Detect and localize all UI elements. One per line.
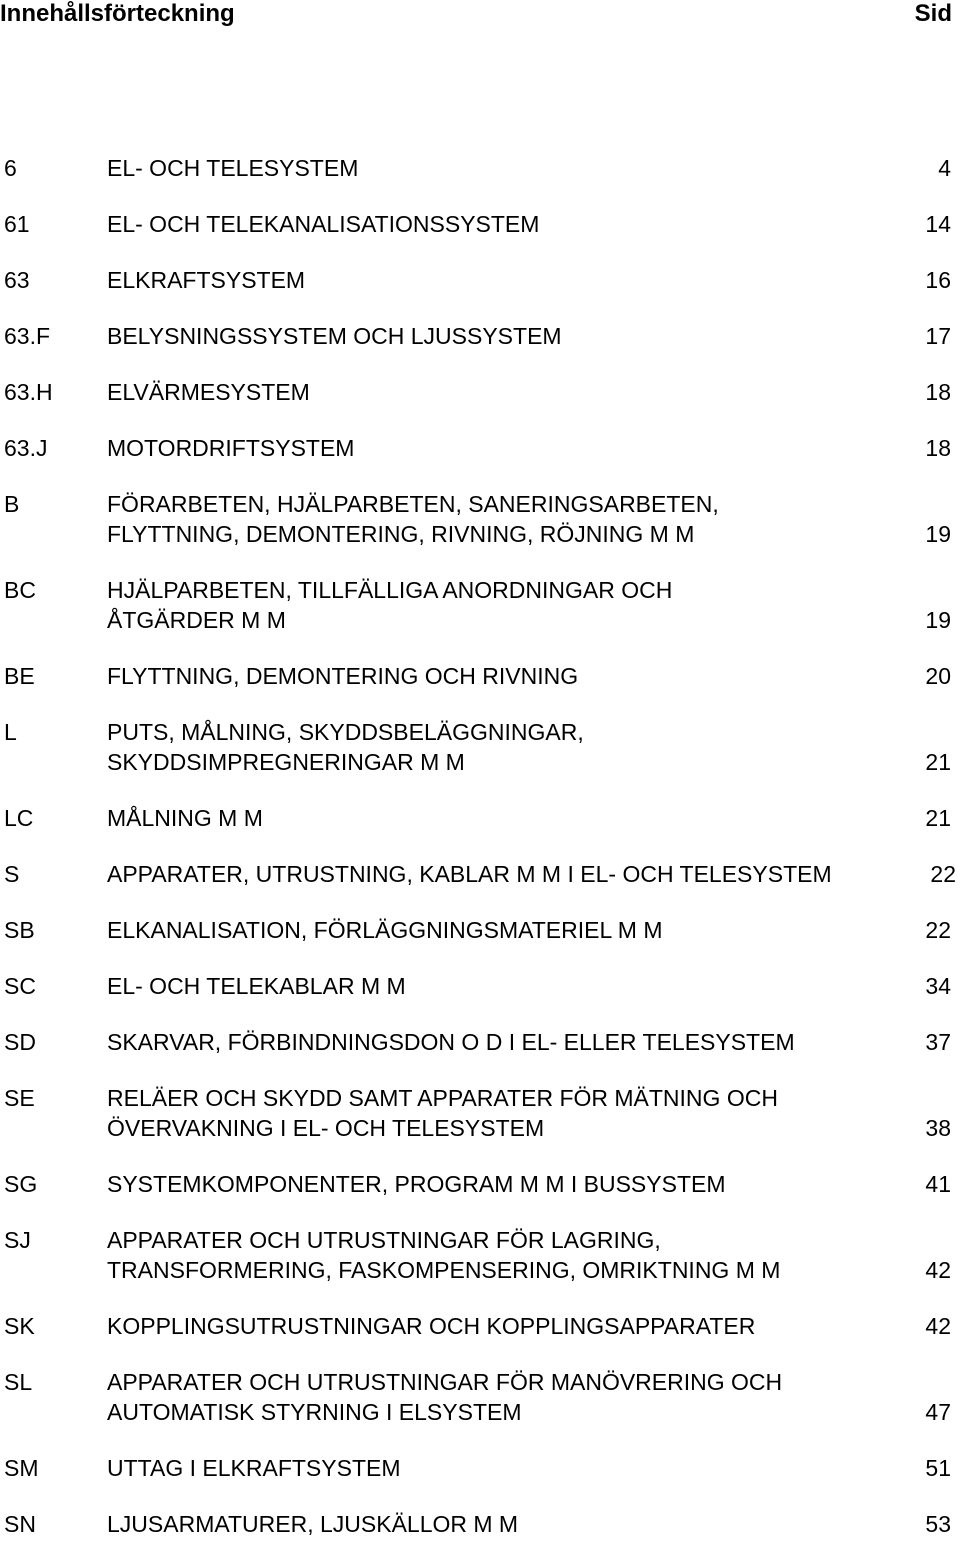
toc-entry-page-number: 17: [925, 323, 951, 349]
toc-entry-page-number: 51: [925, 1455, 951, 1481]
toc-entry-title: [107, 717, 958, 777]
toc-entry-title-line: ÖVERVAKNING I EL- OCH TELESYSTEM: [107, 1115, 545, 1141]
toc-entry-title-line: ELVÄRMESYSTEM: [107, 379, 310, 405]
toc-entry-code: B: [4, 491, 20, 517]
toc-entry-title-line: MOTORDRIFTSYSTEM: [107, 435, 355, 461]
toc-entry-code: 63.J: [4, 435, 48, 461]
toc-entry-title-line: APPARATER OCH UTRUSTNINGAR FÖR LAGRING,: [107, 1227, 661, 1253]
toc-entry-title: [107, 1169, 958, 1199]
toc-entry[interactable]: [0, 1169, 958, 1199]
toc-entry[interactable]: [0, 1225, 958, 1285]
toc-entry-title-line: TRANSFORMERING, FASKOMPENSERING, OMRIKTNING M M: [107, 1257, 781, 1283]
toc-entry-code: BE: [4, 663, 35, 689]
toc-entry[interactable]: [0, 153, 958, 183]
toc-entry-title-line: KOPPLINGSUTRUSTNINGAR OCH KOPPLINGSAPPARATER: [107, 1313, 756, 1339]
toc-entry-page-number: 42: [925, 1313, 951, 1339]
toc-entry-title-line: ELKANALISATION, FÖRLÄGGNINGSMATERIEL M M: [107, 917, 663, 943]
toc-entry[interactable]: [0, 433, 958, 463]
toc-entry[interactable]: [0, 1367, 958, 1427]
page-column-label: Sid: [914, 0, 952, 27]
toc-entry-title: [107, 433, 958, 463]
toc-entry-code: 63.F: [4, 323, 51, 349]
toc-entry-title-line: RELÄER OCH SKYDD SAMT APPARATER FÖR MÄTNING OCH: [107, 1085, 778, 1111]
toc-list: [0, 153, 958, 1565]
toc-entry[interactable]: [0, 1453, 958, 1483]
toc-entry-title-line: ÅTGÄRDER M M: [107, 607, 286, 633]
toc-entry-page-number: 34: [925, 973, 951, 999]
toc-entry-title: [107, 803, 958, 833]
toc-entry-title: [107, 859, 958, 889]
toc-entry-title-line: FÖRARBETEN, HJÄLPARBETEN, SANERINGSARBETEN,: [107, 491, 719, 517]
toc-entry-title: [107, 1509, 958, 1539]
toc-entry[interactable]: [0, 915, 958, 945]
toc-entry[interactable]: [0, 209, 958, 239]
toc-entry-title-line: FLYTTNING, DEMONTERING, RIVNING, RÖJNING M M: [107, 521, 695, 547]
toc-entry-code: SJ: [4, 1227, 31, 1253]
toc-entry-title: [107, 661, 958, 691]
toc-entry-page-number: 20: [925, 663, 951, 689]
toc-entry-title: [107, 1311, 958, 1341]
toc-entry-title-line: LJUSARMATURER, LJUSKÄLLOR M M: [107, 1511, 519, 1537]
toc-entry-title: [107, 1225, 958, 1285]
toc-entry-page-number: 41: [925, 1171, 951, 1197]
toc-entry[interactable]: [0, 489, 958, 549]
toc-entry-title-line: APPARATER OCH UTRUSTNINGAR FÖR MANÖVRERING OCH: [107, 1369, 783, 1395]
toc-entry-title-line: SYSTEMKOMPONENTER, PROGRAM M M I BUSSYSTEM: [107, 1171, 726, 1197]
toc-entry-page-number: 14: [925, 211, 951, 237]
toc-entry-title: [107, 265, 958, 295]
toc-entry-code: SN: [4, 1511, 36, 1537]
toc-entry-title: [107, 1083, 958, 1143]
toc-entry-title: [107, 209, 958, 239]
toc-entry-title: [107, 321, 958, 351]
toc-entry-page-number: 18: [925, 379, 951, 405]
toc-entry[interactable]: [0, 803, 958, 833]
toc-entry-title-line: EL- OCH TELEKABLAR M M: [107, 973, 406, 999]
toc-entry-page-number: 4: [938, 155, 951, 181]
toc-entry-title: [107, 971, 958, 1001]
toc-entry-title-line: BELYSNINGSSYSTEM OCH LJUSSYSTEM: [107, 323, 562, 349]
toc-entry-title: [107, 377, 958, 407]
toc-entry[interactable]: [0, 321, 958, 351]
toc-entry[interactable]: [0, 717, 958, 777]
toc-entry-page-number: 21: [925, 749, 951, 775]
toc-entry-page-number: 38: [925, 1115, 951, 1141]
toc-entry-title-line: SKYDDSIMPREGNERINGAR M M: [107, 749, 465, 775]
toc-entry-title-line: APPARATER, UTRUSTNING, KABLAR M M I EL- OCH TELESYSTEM: [107, 861, 832, 887]
toc-entry-title-line: FLYTTNING, DEMONTERING OCH RIVNING: [107, 663, 579, 689]
toc-title: Innehållsförteckning: [0, 0, 235, 27]
toc-entry-title: [107, 575, 958, 635]
toc-entry-title-line: EL- OCH TELEKANALISATIONSSYSTEM: [107, 211, 540, 237]
toc-entry-code: L: [4, 719, 17, 745]
toc-entry[interactable]: [0, 575, 958, 635]
toc-entry-code: SM: [4, 1455, 39, 1481]
toc-entry-title: [107, 153, 958, 183]
toc-entry-title-line: AUTOMATISK STYRNING I ELSYSTEM: [107, 1399, 522, 1425]
toc-entry-title-line: EL- OCH TELESYSTEM: [107, 155, 359, 181]
toc-entry-title: [107, 915, 958, 945]
toc-entry-title-line: SKARVAR, FÖRBINDNINGSDON O D I EL- ELLER TELESYSTEM: [107, 1029, 795, 1055]
toc-entry[interactable]: [0, 377, 958, 407]
toc-entry-code: BC: [4, 577, 36, 603]
toc-entry-page-number: 47: [925, 1399, 951, 1425]
toc-entry[interactable]: [0, 1311, 958, 1341]
toc-entry[interactable]: [0, 1027, 958, 1057]
toc-entry-page-number: 19: [925, 521, 951, 547]
toc-entry-page-number: 19: [925, 607, 951, 633]
toc-entry-code: SD: [4, 1029, 36, 1055]
toc-entry-code: SC: [4, 973, 36, 999]
toc-entry-page-number: 53: [925, 1511, 951, 1537]
toc-entry-code: S: [4, 861, 20, 887]
toc-entry-title: [107, 1027, 958, 1057]
toc-entry[interactable]: [0, 265, 958, 295]
toc-entry-page-number: 22: [930, 861, 956, 887]
toc-entry-title-line: UTTAG I ELKRAFTSYSTEM: [107, 1455, 401, 1481]
toc-entry-title-line: ELKRAFTSYSTEM: [107, 267, 306, 293]
toc-entry-code: SG: [4, 1171, 38, 1197]
toc-entry-code: 63: [4, 267, 30, 293]
toc-entry[interactable]: [0, 1509, 958, 1539]
toc-entry-page-number: 16: [925, 267, 951, 293]
toc-entry-page-number: 37: [925, 1029, 951, 1055]
toc-entry-title: [107, 1367, 958, 1427]
toc-entry-page-number: 21: [925, 805, 951, 831]
toc-entry-code: SE: [4, 1085, 35, 1111]
toc-entry-code: SL: [4, 1369, 33, 1395]
toc-entry-page-number: 18: [925, 435, 951, 461]
toc-entry-title: [107, 1453, 958, 1483]
toc-entry[interactable]: [0, 971, 958, 1001]
toc-entry-title-line: MÅLNING M M: [107, 805, 263, 831]
toc-entry[interactable]: [0, 661, 958, 691]
toc-entry[interactable]: [0, 1083, 958, 1143]
toc-entry-code: SK: [4, 1313, 35, 1339]
toc-entry-page-number: 42: [925, 1257, 951, 1283]
toc-entry-title-line: HJÄLPARBETEN, TILLFÄLLIGA ANORDNINGAR OCH: [107, 577, 673, 603]
toc-entry-title: [107, 489, 958, 549]
toc-entry-code: 6: [4, 155, 17, 181]
toc-entry-title-line: PUTS, MÅLNING, SKYDDSBELÄGGNINGAR,: [107, 719, 584, 745]
toc-entry[interactable]: [0, 859, 958, 889]
toc-header: [0, 0, 952, 30]
toc-entry-code: 61: [4, 211, 30, 237]
toc-entry-code: LC: [4, 805, 34, 831]
toc-entry-page-number: 22: [925, 917, 951, 943]
toc-entry-code: 63.H: [4, 379, 53, 405]
toc-entry-code: SB: [4, 917, 35, 943]
